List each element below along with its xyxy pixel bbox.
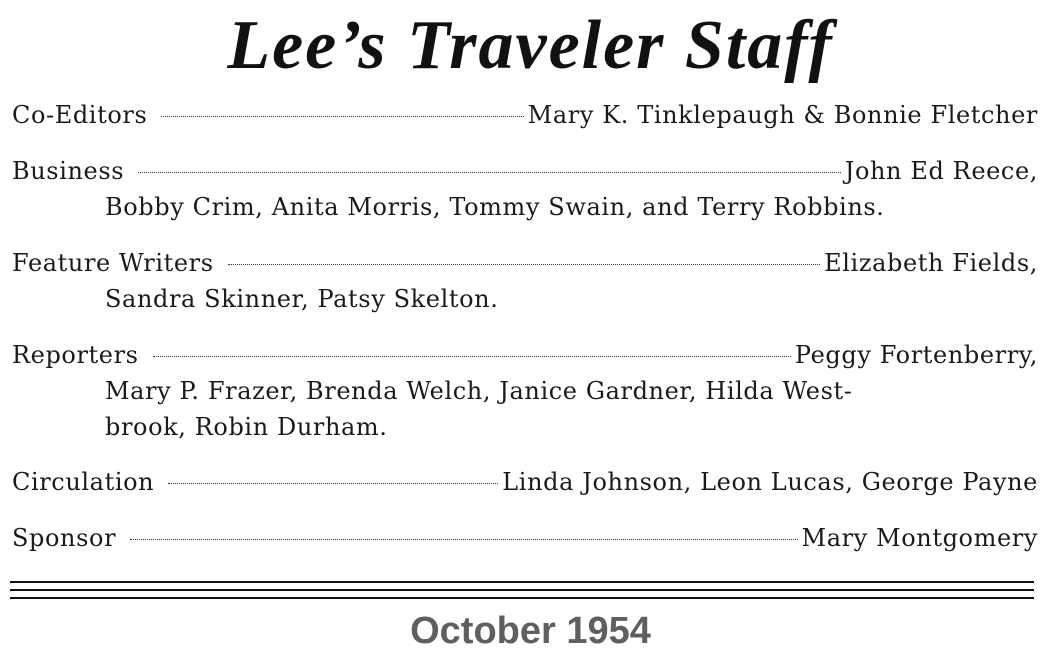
staff-entry-business — [12, 153, 1038, 225]
staff-names: Mary K. Tinklepaugh & Bonnie Fletcher — [527, 101, 1038, 129]
dot-leader — [153, 356, 791, 357]
staff-names: Elizabeth Fields, — [824, 249, 1038, 277]
role-label: Feature Writers — [12, 249, 214, 277]
masthead-title: Lee’s Traveler Staff — [227, 7, 834, 84]
dot-leader — [130, 539, 797, 540]
staff-entry-reporters — [12, 337, 1038, 445]
staff-names-continued: Sandra Skinner, Patsy Skelton. — [105, 285, 499, 313]
issue-date: October 1954 — [410, 610, 651, 652]
dot-leader — [161, 116, 523, 117]
dot-leader — [168, 483, 498, 484]
divider-rule — [10, 597, 1034, 599]
divider-rule — [10, 589, 1034, 591]
staff-names: Peggy Fortenberry, — [794, 341, 1038, 369]
staff-entry-feature-writers — [12, 245, 1038, 317]
role-label: Reporters — [12, 341, 139, 369]
role-label: Business — [12, 157, 125, 185]
staff-entry-circulation — [12, 464, 1038, 500]
dot-leader — [138, 172, 841, 173]
staff-names-continued: Mary P. Frazer, Brenda Welch, Janice Gardner, Hilda West- — [105, 377, 853, 405]
staff-names-continued: Bobby Crim, Anita Morris, Tommy Swain, and Terry Robbins. — [105, 193, 885, 221]
staff-names: John Ed Reece, — [844, 157, 1038, 185]
role-label: Circulation — [12, 468, 155, 496]
staff-names: Linda Johnson, Leon Lucas, George Payne — [502, 468, 1038, 496]
staff-names: Mary Montgomery — [801, 524, 1038, 552]
role-label: Co-Editors — [12, 101, 148, 129]
staff-entry-sponsor — [12, 520, 1038, 556]
role-label: Sponsor — [12, 524, 117, 552]
staff-names-continued: brook, Robin Durham. — [105, 413, 388, 441]
dot-leader — [228, 264, 821, 265]
staff-entry-co-editors — [12, 97, 1038, 133]
divider-rule — [10, 581, 1034, 583]
